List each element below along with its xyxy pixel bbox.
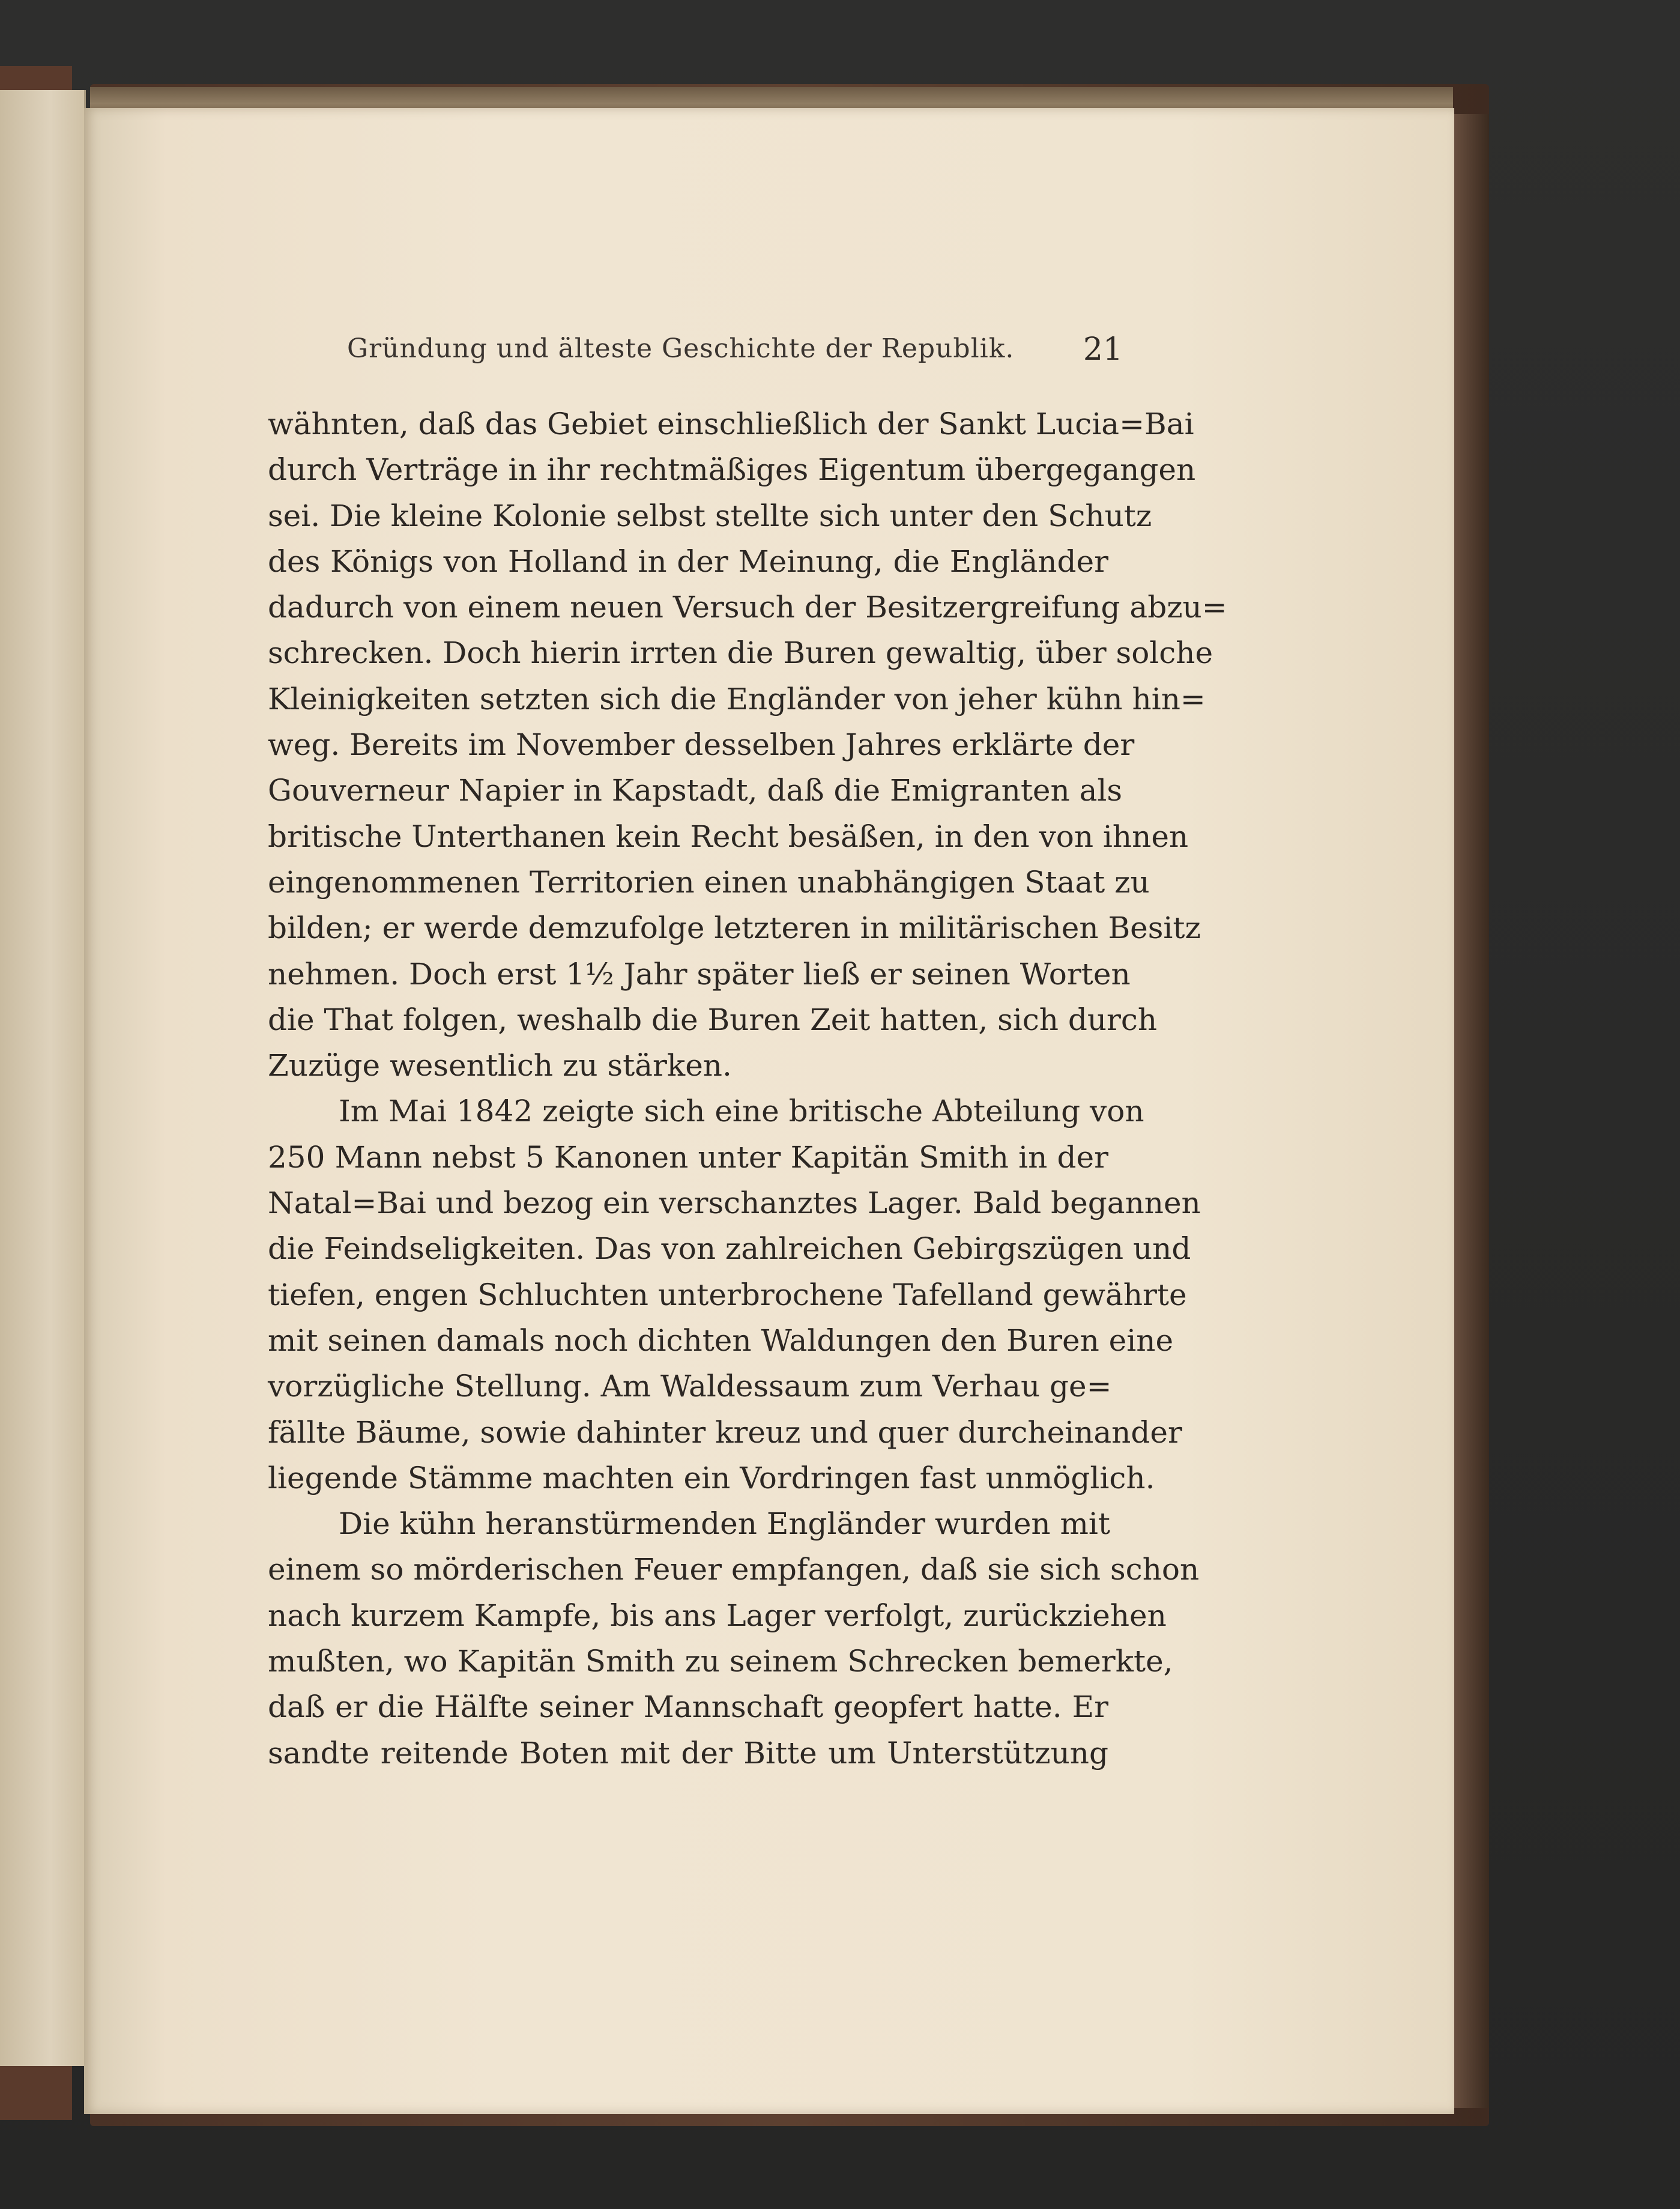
text-line: Gouverneur Napier in Kapstadt, daß die Emigranten als <box>268 773 1123 808</box>
text-line: mußten, wo Kapitän Smith zu seinem Schrecken bemerkte, <box>268 1644 1173 1679</box>
text-line: durch Verträge in ihr rechtmäßiges Eigentum übergegangen <box>268 452 1196 488</box>
text-line: Kleinigkeiten setzten sich die Engländer von jeher kühn hin= <box>268 681 1206 717</box>
text-line: bilden; er werde demzufolge letzteren in militärischen Besitz <box>268 911 1201 946</box>
text-line: liegende Stämme machten ein Vordringen fast unmöglich. <box>268 1460 1155 1495</box>
text-line: 250 Mann nebst 5 Kanonen unter Kapitän Smith in der <box>268 1139 1108 1175</box>
text-line: dadurch von einem neuen Versuch der Besitzergreifung abzu= <box>268 590 1227 625</box>
text-line: schrecken. Doch hierin irrten die Buren gewaltig, über solche <box>268 635 1213 671</box>
body-text <box>268 401 1227 1776</box>
text-line: daß er die Hälfte seiner Mannschaft geopfert hatte. Er <box>268 1689 1108 1725</box>
text-line: des Königs von Holland in der Meinung, die Engländer <box>268 544 1108 579</box>
text-line: die That folgen, weshalb die Buren Zeit hatten, sich durch <box>268 1002 1158 1037</box>
text-line: Die kühn heranstürmenden Engländer wurden mit <box>339 1506 1111 1542</box>
text-line: eingenommenen Territorien einen unabhängigen Staat zu <box>268 864 1150 900</box>
text-line: tiefen, engen Schluchten unterbrochene Tafelland gewährte <box>268 1277 1187 1312</box>
text-line: mit seinen damals noch dichten Waldungen den Buren eine <box>268 1323 1174 1358</box>
page-number: 21 <box>1083 332 1123 368</box>
text-line: nehmen. Doch erst 1½ Jahr später ließ er seinen Worten <box>268 956 1131 992</box>
text-line: sandte reitende Boten mit der Bitte um Unterstützung <box>268 1735 1108 1771</box>
text-line: britische Unterthanen kein Recht besäßen, in den von ihnen <box>268 819 1189 854</box>
text-line: Natal=Bai und bezog ein verschanztes Lager. Bald begannen <box>268 1186 1201 1221</box>
text-line: weg. Bereits im November desselben Jahres erklärte der <box>268 727 1135 763</box>
text-line: die Feindseligkeiten. Das von zahlreichen Gebirgszügen und <box>268 1231 1191 1267</box>
text-line: Im Mai 1842 zeigte sich eine britische Abteilung von <box>339 1094 1144 1129</box>
text-line: sei. Die kleine Kolonie selbst stellte sich unter den Schutz <box>268 498 1152 533</box>
text-line: fällte Bäume, sowie dahinter kreuz und quer durcheinander <box>268 1414 1182 1450</box>
text-line: einem so mörderischen Feuer empfangen, daß sie sich schon <box>268 1552 1200 1587</box>
text-line: nach kurzem Kampfe, bis ans Lager verfolgt, zurückziehen <box>268 1598 1167 1633</box>
running-head: Gründung und älteste Geschichte der Republik. <box>347 333 1015 364</box>
text-line: wähnten, daß das Gebiet einschließlich der Sankt Lucia=Bai <box>268 407 1194 441</box>
text-line: Zuzüge wesentlich zu stärken. <box>268 1048 732 1083</box>
left-page-edge <box>0 90 86 2066</box>
text-line: vorzügliche Stellung. Am Waldessaum zum Verhau ge= <box>268 1369 1112 1404</box>
